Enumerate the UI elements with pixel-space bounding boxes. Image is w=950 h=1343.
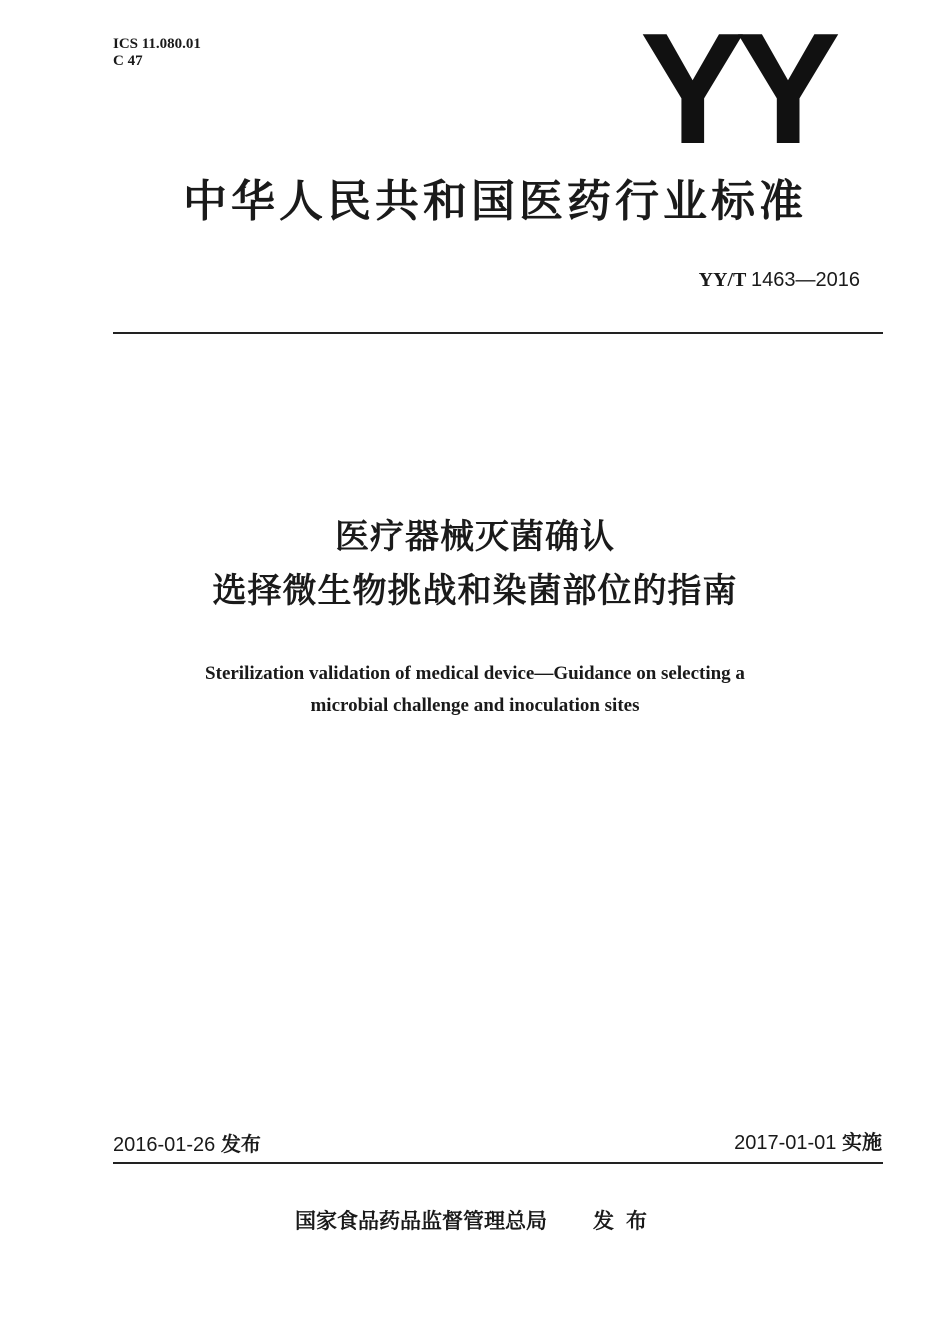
- implementation-date: [734, 1128, 882, 1157]
- standard-category-title: 中华人民共和国医药行业标准: [183, 176, 807, 227]
- implement-label: 实施: [842, 1130, 882, 1154]
- ics-code: ICS 11.080.01: [113, 36, 201, 52]
- publish-label: 发布: [593, 1209, 659, 1233]
- standard-code: [699, 268, 860, 292]
- title-en-line-2: microbial challenge and inoculation sites: [310, 695, 640, 716]
- issue-date-value: 2016-01-26: [113, 1134, 216, 1156]
- classification-codes: [113, 36, 201, 70]
- title-cn-line-2: 选择微生物挑战和染菌部位的指南: [212, 571, 738, 611]
- title-cn-line-1: 医疗器械灭菌确认: [335, 517, 615, 557]
- issue-date: [113, 1130, 261, 1159]
- header-divider: [113, 332, 883, 334]
- footer-divider: [113, 1162, 883, 1164]
- implement-date-value: 2017-01-01: [734, 1132, 837, 1154]
- issue-label: 发布: [220, 1132, 261, 1156]
- title-en-line-1: Sterilization validation of medical device—Guidance on selecting a: [205, 663, 745, 684]
- standard-code-number: 1463—2016: [751, 269, 860, 291]
- issuing-authority: [295, 1206, 659, 1236]
- issuer-name: 国家食品药品监督管理总局: [295, 1209, 547, 1233]
- standard-code-prefix: YY/T: [698, 269, 747, 291]
- document-title-english: [100, 658, 850, 722]
- ccs-code: C 47: [113, 53, 143, 69]
- document-title-chinese: [100, 510, 850, 618]
- yy-logo: YY: [640, 1, 831, 177]
